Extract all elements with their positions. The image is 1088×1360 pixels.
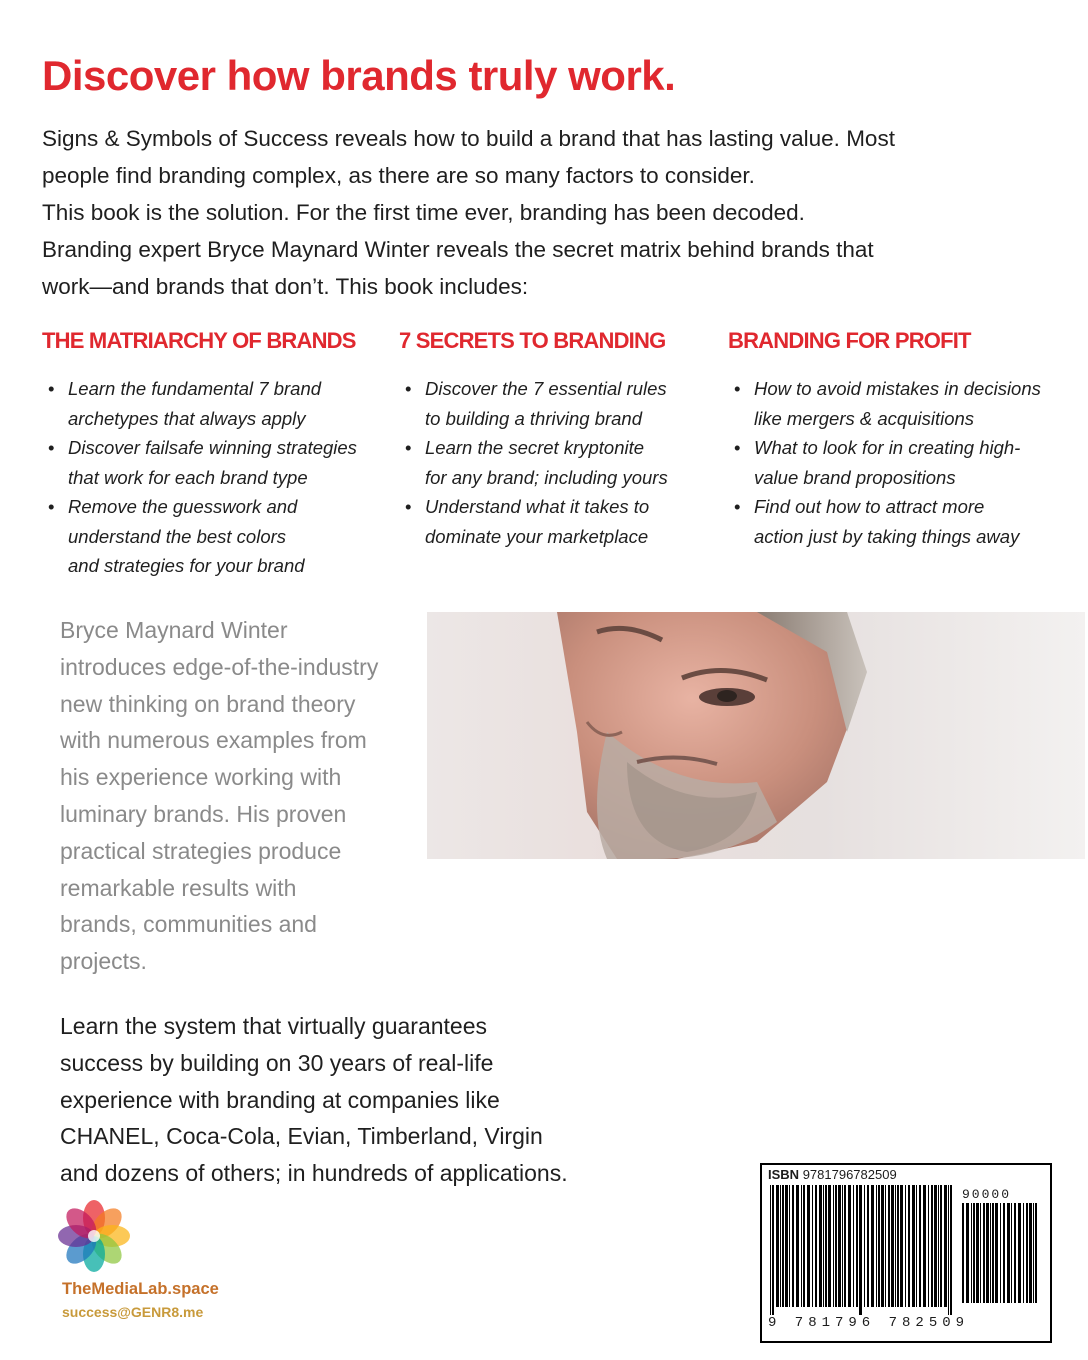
isbn-keyword: ISBN	[768, 1167, 800, 1182]
barcode-bar	[867, 1185, 869, 1307]
barcode-bar	[770, 1185, 771, 1315]
barcode-bar	[876, 1185, 877, 1307]
intro-line: This book is the solution. For the first time ever, branding has been decoded.	[42, 200, 805, 225]
barcode-bar	[833, 1185, 834, 1307]
column-heading: THE MATRIARCHY OF BRANDS	[42, 328, 356, 353]
closing-line: success by building on 30 years of real-life	[60, 1049, 494, 1076]
bullet-item	[399, 433, 719, 492]
barcode-bar	[812, 1185, 813, 1307]
barcode-bar	[916, 1185, 917, 1307]
barcode-bar	[819, 1185, 822, 1307]
barcode-bar	[931, 1185, 933, 1307]
barcode-bar	[801, 1185, 802, 1307]
bullet-line: • Learn the secret kryptonite	[425, 437, 645, 458]
bullet-line: and strategies for your brand	[68, 555, 305, 576]
bullet-line: • Remove the guesswork and	[68, 496, 298, 517]
barcode-bar	[888, 1185, 890, 1307]
barcode-bar	[992, 1203, 994, 1303]
closing-line: experience with branding at companies like	[60, 1086, 500, 1113]
bullet-line: that work for each brand type	[68, 466, 308, 488]
barcode-bar	[1029, 1203, 1032, 1303]
barcode-bar	[980, 1203, 981, 1303]
barcode-bar	[900, 1185, 903, 1307]
barcode-bar	[844, 1185, 846, 1307]
barcode-bar	[948, 1185, 949, 1315]
barcode-bar	[995, 1203, 998, 1303]
intro-line: people find branding complex, as there are so many factors to consider.	[42, 163, 755, 188]
barcode-bar	[785, 1185, 788, 1307]
author-photo	[427, 612, 1085, 859]
barcode-bar	[971, 1203, 972, 1303]
barcode-bar	[881, 1185, 884, 1307]
barcode-bar	[986, 1203, 989, 1303]
publisher-email: success@GENR8.me	[62, 1304, 204, 1320]
barcode-bar	[923, 1185, 926, 1307]
bullet-line: archetypes that always apply	[68, 407, 306, 429]
bullet-item	[728, 374, 1078, 433]
barcode-bar	[796, 1185, 799, 1307]
bullet-list	[399, 374, 719, 551]
bio-line: introduces edge-of-the-industry	[60, 653, 379, 680]
barcode-bar	[871, 1185, 874, 1307]
barcode-bar	[983, 1203, 985, 1303]
bio-line: with numerous examples from	[60, 727, 367, 754]
barcode-bar	[807, 1185, 810, 1307]
barcode-addon-number: 90000	[962, 1187, 1012, 1202]
barcode-bar	[962, 1203, 964, 1303]
barcode-bar	[1007, 1203, 1010, 1303]
barcode-bar	[782, 1185, 784, 1307]
bio-line: luminary brands. His proven	[60, 800, 347, 827]
bullet-line: • Find out how to attract more	[754, 496, 985, 517]
barcode-bar	[938, 1185, 939, 1307]
isbn-label	[768, 1167, 897, 1182]
barcode-bar	[1026, 1203, 1028, 1303]
bio-line: projects.	[60, 948, 147, 975]
bullet-line: dominate your marketplace	[425, 525, 649, 547]
bullet-list	[42, 374, 392, 581]
isbn-barcode	[760, 1163, 1052, 1343]
barcode-bar	[1023, 1203, 1024, 1303]
barcode-bar	[1014, 1203, 1016, 1303]
closing-paragraph	[60, 1008, 680, 1192]
barcode-bar	[1000, 1203, 1001, 1303]
barcode-bar	[878, 1185, 880, 1307]
barcode-bar	[944, 1185, 947, 1307]
barcode-bar	[859, 1185, 862, 1315]
barcode-addon-bars	[960, 1203, 1042, 1311]
barcode-bar	[912, 1185, 915, 1307]
barcode-bar	[919, 1185, 921, 1307]
barcode-bar	[1018, 1203, 1021, 1303]
intro-line: Signs & Symbols of Success reveals how to build a brand that has lasting value. Most	[42, 126, 895, 151]
barcode-bar	[825, 1185, 827, 1307]
bio-line: his experience working with	[60, 764, 342, 791]
barcode-bar	[966, 1203, 969, 1303]
barcode-bar	[1003, 1203, 1005, 1303]
bullet-item	[728, 492, 1078, 551]
barcode-bar	[940, 1185, 942, 1307]
barcode-bar	[815, 1185, 817, 1307]
barcode-bar	[835, 1185, 837, 1307]
barcode-bar	[792, 1185, 794, 1307]
bio-line: practical strategies produce	[60, 837, 342, 864]
isbn-number: 9781796782509	[802, 1167, 897, 1182]
barcode-bar	[776, 1185, 779, 1307]
column-secrets	[399, 326, 719, 551]
author-bio	[60, 612, 430, 980]
bio-line: Bryce Maynard Winter	[60, 617, 288, 643]
bio-line: remarkable results with	[60, 874, 297, 901]
logo-center	[88, 1230, 100, 1242]
bullet-line: • Learn the fundamental 7 brand	[68, 378, 322, 399]
publisher-name: TheMediaLab.space	[62, 1280, 219, 1298]
barcode-bar	[853, 1185, 854, 1307]
barcode-digits: 9 781796 782509	[768, 1315, 970, 1331]
barcode-bar	[838, 1185, 841, 1307]
intro-line: Branding expert Bryce Maynard Winter reveals the secret matrix behind brands that	[42, 237, 874, 262]
barcode-bar	[842, 1185, 843, 1307]
barcode-bar	[897, 1185, 899, 1307]
barcode-bar	[1033, 1203, 1034, 1303]
bio-line: new thinking on brand theory	[60, 690, 356, 717]
barcode-bar	[928, 1185, 929, 1307]
column-heading: 7 SECRETS TO BRANDING	[399, 328, 666, 353]
barcode-bar	[950, 1185, 952, 1315]
barcode-bar	[789, 1185, 790, 1307]
barcode-bar	[828, 1185, 831, 1307]
barcode-bar	[823, 1185, 824, 1307]
intro-line: work—and brands that don’t. This book includes:	[42, 274, 529, 299]
bullet-item	[42, 374, 392, 433]
bullet-item	[42, 492, 392, 581]
barcode-bar	[856, 1185, 858, 1307]
bullet-line: like mergers & acquisitions	[754, 407, 975, 429]
bullet-item	[399, 374, 719, 433]
bullet-line: action just by taking things away	[754, 525, 1020, 547]
column-heading: BRANDING FOR PROFIT	[728, 328, 971, 353]
closing-line: Learn the system that virtually guarantees	[60, 1013, 488, 1039]
barcode-bar	[908, 1185, 910, 1307]
closing-line: and dozens of others; in hundreds of applications.	[60, 1160, 568, 1187]
bullet-item	[42, 433, 392, 492]
bullet-item	[399, 492, 719, 551]
headline: Discover how brands truly work.	[42, 52, 676, 99]
bullet-line: to building a thriving brand	[425, 407, 643, 429]
bullet-list	[728, 374, 1078, 551]
barcode-bar	[895, 1185, 896, 1307]
barcode-bar	[934, 1185, 937, 1307]
intro-paragraph	[42, 120, 1052, 305]
barcode-bar	[973, 1203, 975, 1303]
bullet-line: for any brand; including yours	[425, 466, 668, 488]
bullet-item	[728, 433, 1078, 492]
column-matriarchy	[42, 326, 392, 581]
barcode-main-bars	[768, 1185, 954, 1315]
barcode-bar	[772, 1185, 774, 1315]
bullet-line: understand the best colors	[68, 525, 287, 547]
barcode-bar	[905, 1185, 906, 1307]
bullet-line: • Discover the 7 essential rules	[425, 378, 667, 399]
bullet-line: • How to avoid mistakes in decisions	[754, 378, 1041, 399]
barcode-bar	[848, 1185, 851, 1307]
flower-logo-icon	[56, 1198, 132, 1274]
author-portrait-image	[427, 612, 1085, 859]
bullet-line: • What to look for in creating high-	[754, 437, 1021, 458]
barcode-bar	[976, 1203, 979, 1303]
barcode-bar	[990, 1203, 991, 1303]
bullet-line: value brand propositions	[754, 466, 956, 488]
bullet-line: • Discover failsafe winning strategies	[68, 437, 357, 458]
barcode-bar	[885, 1185, 886, 1307]
barcode-bar	[1035, 1203, 1037, 1303]
bio-line: brands, communities and	[60, 911, 317, 938]
bullet-line: • Understand what it takes to	[425, 496, 650, 517]
column-profit	[728, 326, 1078, 551]
barcode-bar	[891, 1185, 894, 1307]
barcode-bar	[1011, 1203, 1012, 1303]
barcode-bar	[803, 1185, 805, 1307]
closing-line: CHANEL, Coca-Cola, Evian, Timberland, Virgin	[60, 1123, 543, 1150]
barcode-bar	[864, 1185, 865, 1307]
barcode-bar	[780, 1185, 781, 1307]
